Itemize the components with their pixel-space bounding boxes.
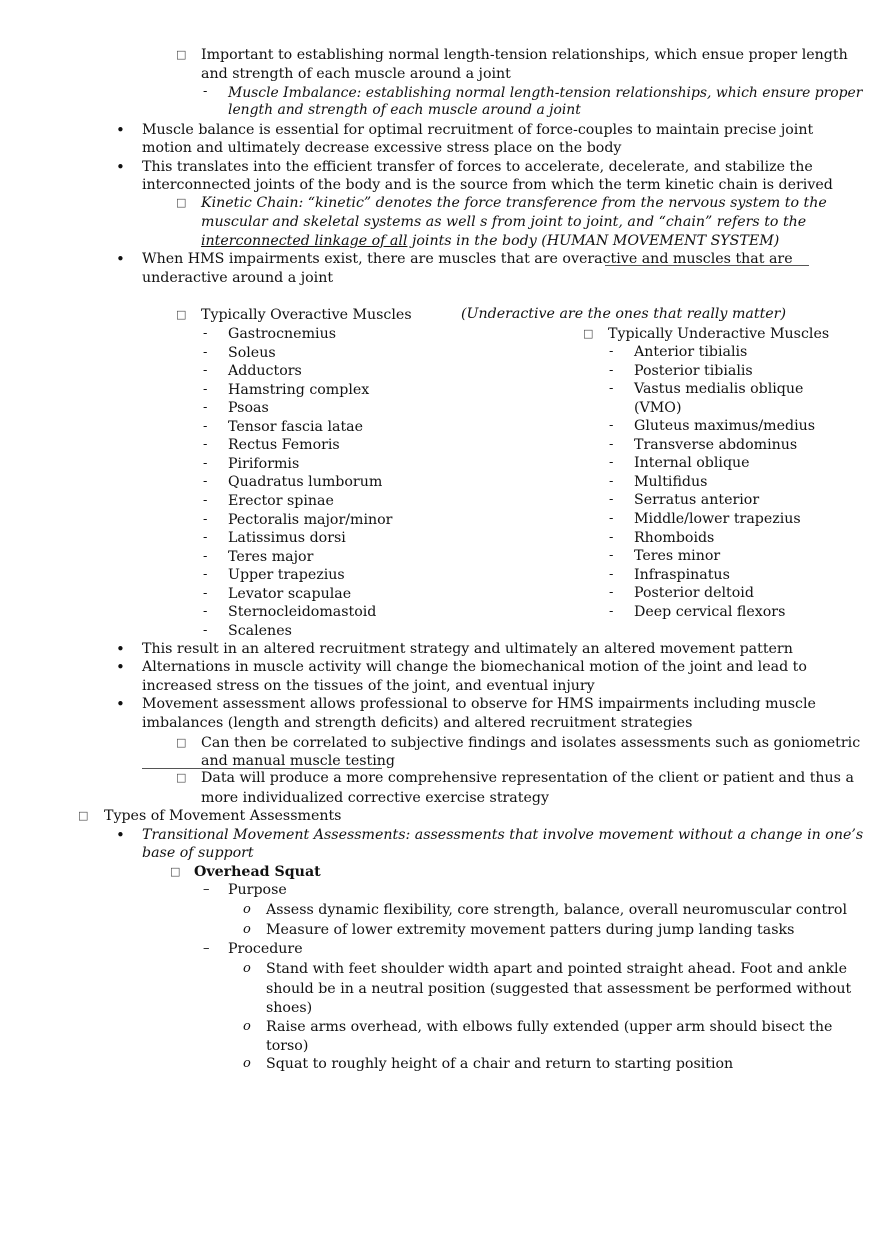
dash-bullet: - xyxy=(609,529,614,545)
dash-bullet: - xyxy=(609,492,614,508)
muscle-list-item: Levator scapulae xyxy=(228,585,352,602)
text-line: This translates into the efficient transfer of forces to accelerate, decelerate, and stabilize the xyxy=(142,159,813,175)
text-line: Important to establishing normal length-tension relationships, which ensue proper length xyxy=(201,47,848,63)
bullet-icon: • xyxy=(116,250,125,268)
muscle-list-item: Anterior tibialis xyxy=(634,344,748,360)
dash-bullet: - xyxy=(203,567,208,583)
dash-bullet: - xyxy=(203,511,208,527)
muscle-list-item: Soleus xyxy=(228,344,276,361)
text-line: and manual muscle testing xyxy=(201,753,395,769)
dash-bullet: - xyxy=(609,436,614,452)
muscle-list-item: Infraspinatus xyxy=(634,566,730,583)
circle-bullet: o xyxy=(243,1019,251,1034)
bullet-icon: • xyxy=(116,640,125,658)
dash-bullet: - xyxy=(609,473,614,489)
muscle-list-item: Transverse abdominus xyxy=(634,436,798,453)
text-line: interconnected joints of the body and is the source from which the term kinetic chain is derived xyxy=(142,177,833,193)
square-bullet-icon: □ xyxy=(583,327,594,340)
dash-bullet: - xyxy=(203,492,208,508)
square-bullet-icon: □ xyxy=(170,865,181,878)
dash-bullet: - xyxy=(203,418,208,434)
bullet-icon: • xyxy=(116,695,125,713)
muscle-list-item: Hamstring complex xyxy=(228,381,370,398)
circle-bullet: o xyxy=(243,961,251,976)
divider xyxy=(605,265,809,266)
muscle-list-item: Erector spinae xyxy=(228,492,334,509)
dash-bullet: - xyxy=(203,530,208,546)
muscle-list-item: Internal oblique xyxy=(634,455,750,472)
square-bullet-icon: □ xyxy=(176,308,187,321)
list-item: Stand with feet shoulder width apart and pointed straight ahead. Foot and ankle xyxy=(266,961,847,977)
definition-line: Muscle Imbalance: establishing normal length-tension relationships, which ensure proper xyxy=(228,85,863,101)
bullet-icon: • xyxy=(116,826,125,844)
dash-bullet: - xyxy=(609,566,614,582)
muscle-list-item: Upper trapezius xyxy=(228,567,345,584)
dash-bullet: - xyxy=(609,418,614,434)
dash-bullet: - xyxy=(203,363,208,379)
definition-line: Kinetic Chain: “kinetic” denotes the force transference from the nervous system to the xyxy=(201,195,827,211)
list-heading: Procedure xyxy=(228,941,303,957)
list-item: should be in a neutral position (suggested that assessment be performed without xyxy=(266,981,852,997)
overactive-title: Typically Overactive Muscles xyxy=(201,307,412,323)
muscle-list-item: Posterior deltoid xyxy=(634,585,754,602)
muscle-list-item: Vastus medialis oblique xyxy=(634,381,804,398)
circle-bullet: o xyxy=(243,902,251,917)
text-line: Data will produce a more comprehensive representation of the client or patient and thus a xyxy=(201,770,854,786)
dash-bullet: - xyxy=(203,585,208,601)
muscle-list-item: Teres minor xyxy=(634,548,721,565)
muscle-list-item: Multifidus xyxy=(634,473,708,490)
bullet-icon: • xyxy=(116,121,125,139)
dash-bullet: - xyxy=(203,381,208,397)
bullet-icon: • xyxy=(116,158,125,176)
muscle-list-item: Quadratus lumborum xyxy=(228,474,383,491)
list-item: Assess dynamic flexibility, core strength, balance, overall neuromuscular control xyxy=(266,902,848,918)
list-heading: Purpose xyxy=(228,882,287,898)
list-item: torso) xyxy=(266,1038,309,1054)
dash-bullet: - xyxy=(609,603,614,619)
dash-bullet: - xyxy=(203,474,208,490)
dash-bullet: – xyxy=(203,882,210,897)
list-item: Raise arms overhead, with elbows fully extended (upper arm should bisect the xyxy=(266,1019,833,1035)
muscle-list-item: Posterior tibialis xyxy=(634,362,753,379)
square-bullet-icon: □ xyxy=(176,196,187,209)
muscle-list-item: Middle/lower trapezius xyxy=(634,510,801,527)
text-line: Movement assessment allows professional to observe for HMS impairments including muscle xyxy=(142,696,816,712)
text-line: Alternations in muscle activity will change the biomechanical motion of the joint and lead to xyxy=(142,659,807,675)
text-line: and strength of each muscle around a joint xyxy=(201,66,511,82)
text-run: joints in the body (HUMAN MOVEMENT SYSTEM) xyxy=(407,233,780,249)
dash-bullet: - xyxy=(203,622,208,638)
definition-line: length and strength of each muscle around a joint xyxy=(228,102,581,118)
dash-bullet: - xyxy=(609,548,614,564)
definition-line: base of support xyxy=(142,845,254,861)
underactive-note: (Underactive are the ones that really matter) xyxy=(461,306,786,322)
muscle-list-item: Gastrocnemius xyxy=(228,326,336,342)
dash-bullet: - xyxy=(609,362,614,378)
dash-bullet: - xyxy=(609,510,614,526)
dash-bullet: - xyxy=(203,326,208,341)
muscle-list-item: Serratus anterior xyxy=(634,492,760,509)
square-bullet-icon: □ xyxy=(176,771,187,784)
list-item: shoes) xyxy=(266,1000,313,1016)
muscle-list-item: Gluteus maximus/medius xyxy=(634,418,816,435)
list-item: Measure of lower extremity movement patters during jump landing tasks xyxy=(266,922,795,938)
dash-bullet: - xyxy=(609,455,614,471)
muscle-list-item: Piriformis xyxy=(228,455,300,472)
dash-bullet: - xyxy=(203,400,208,416)
text-line: When HMS impairments exist, there are muscles that are overactive and muscles that are xyxy=(142,251,793,267)
subsection-heading: Overhead Squat xyxy=(194,864,321,880)
section-heading: Types of Movement Assessments xyxy=(104,808,342,824)
square-bullet-icon: □ xyxy=(78,809,89,822)
circle-bullet: o xyxy=(243,1056,251,1071)
muscle-list-item: Deep cervical flexors xyxy=(634,603,786,620)
dash-bullet: – xyxy=(203,941,210,956)
text-line: This result in an altered recruitment strategy and ultimately an altered movement pattern xyxy=(142,641,793,657)
list-item: Squat to roughly height of a chair and return to starting position xyxy=(266,1056,734,1072)
text-line: more individualized corrective exercise strategy xyxy=(201,790,549,806)
dash-bullet: - xyxy=(203,84,208,99)
dash-bullet: - xyxy=(203,437,208,453)
dash-bullet: - xyxy=(609,344,614,359)
muscle-list-item: Adductors xyxy=(228,363,302,380)
definition-line: muscular and skeletal systems as well s from joint to joint, and “chain” refers to the xyxy=(201,214,807,230)
dash-bullet: - xyxy=(203,604,208,620)
square-bullet-icon: □ xyxy=(176,48,187,61)
underlined-text: interconnected linkage of all xyxy=(201,233,408,249)
text-line: Muscle balance is essential for optimal recruitment of force-couples to maintain precise joint xyxy=(142,122,814,138)
muscle-list-item: Scalenes xyxy=(228,622,292,639)
text-line: imbalances (length and strength deficits) and altered recruitment strategies xyxy=(142,715,693,731)
muscle-list-item: (VMO) xyxy=(634,399,682,416)
muscle-list-item: Sternocleidomastoid xyxy=(228,604,377,621)
muscle-list-item: Rectus Femoris xyxy=(228,437,340,454)
dash-bullet: - xyxy=(609,381,614,397)
muscle-list-item: Teres major xyxy=(228,548,314,565)
text-line: Can then be correlated to subjective findings and isolates assessments such as goniometric xyxy=(201,735,861,751)
dash-bullet: - xyxy=(203,455,208,471)
dash-bullet: - xyxy=(203,548,208,564)
muscle-list-item: Rhomboids xyxy=(634,529,715,546)
definition-line xyxy=(201,232,779,250)
circle-bullet: o xyxy=(243,922,251,937)
dash-bullet: - xyxy=(609,585,614,601)
muscle-list-item: Psoas xyxy=(228,400,269,417)
muscle-list-item: Tensor fascia latae xyxy=(228,418,364,435)
definition-line: Transitional Movement Assessments: assessments that involve movement without a change in one’s xyxy=(142,827,864,843)
dash-bullet: - xyxy=(203,344,208,360)
underactive-title: Typically Underactive Muscles xyxy=(608,326,830,342)
text-line: motion and ultimately decrease excessive stress place on the body xyxy=(142,140,622,156)
muscle-list-item: Latissimus dorsi xyxy=(228,530,346,547)
text-line: increased stress on the tissues of the joint, and eventual injury xyxy=(142,678,595,694)
text-line: underactive around a joint xyxy=(142,270,334,286)
bullet-icon: • xyxy=(116,658,125,676)
muscle-list-item: Pectoralis major/minor xyxy=(228,511,393,528)
square-bullet-icon: □ xyxy=(176,736,187,749)
